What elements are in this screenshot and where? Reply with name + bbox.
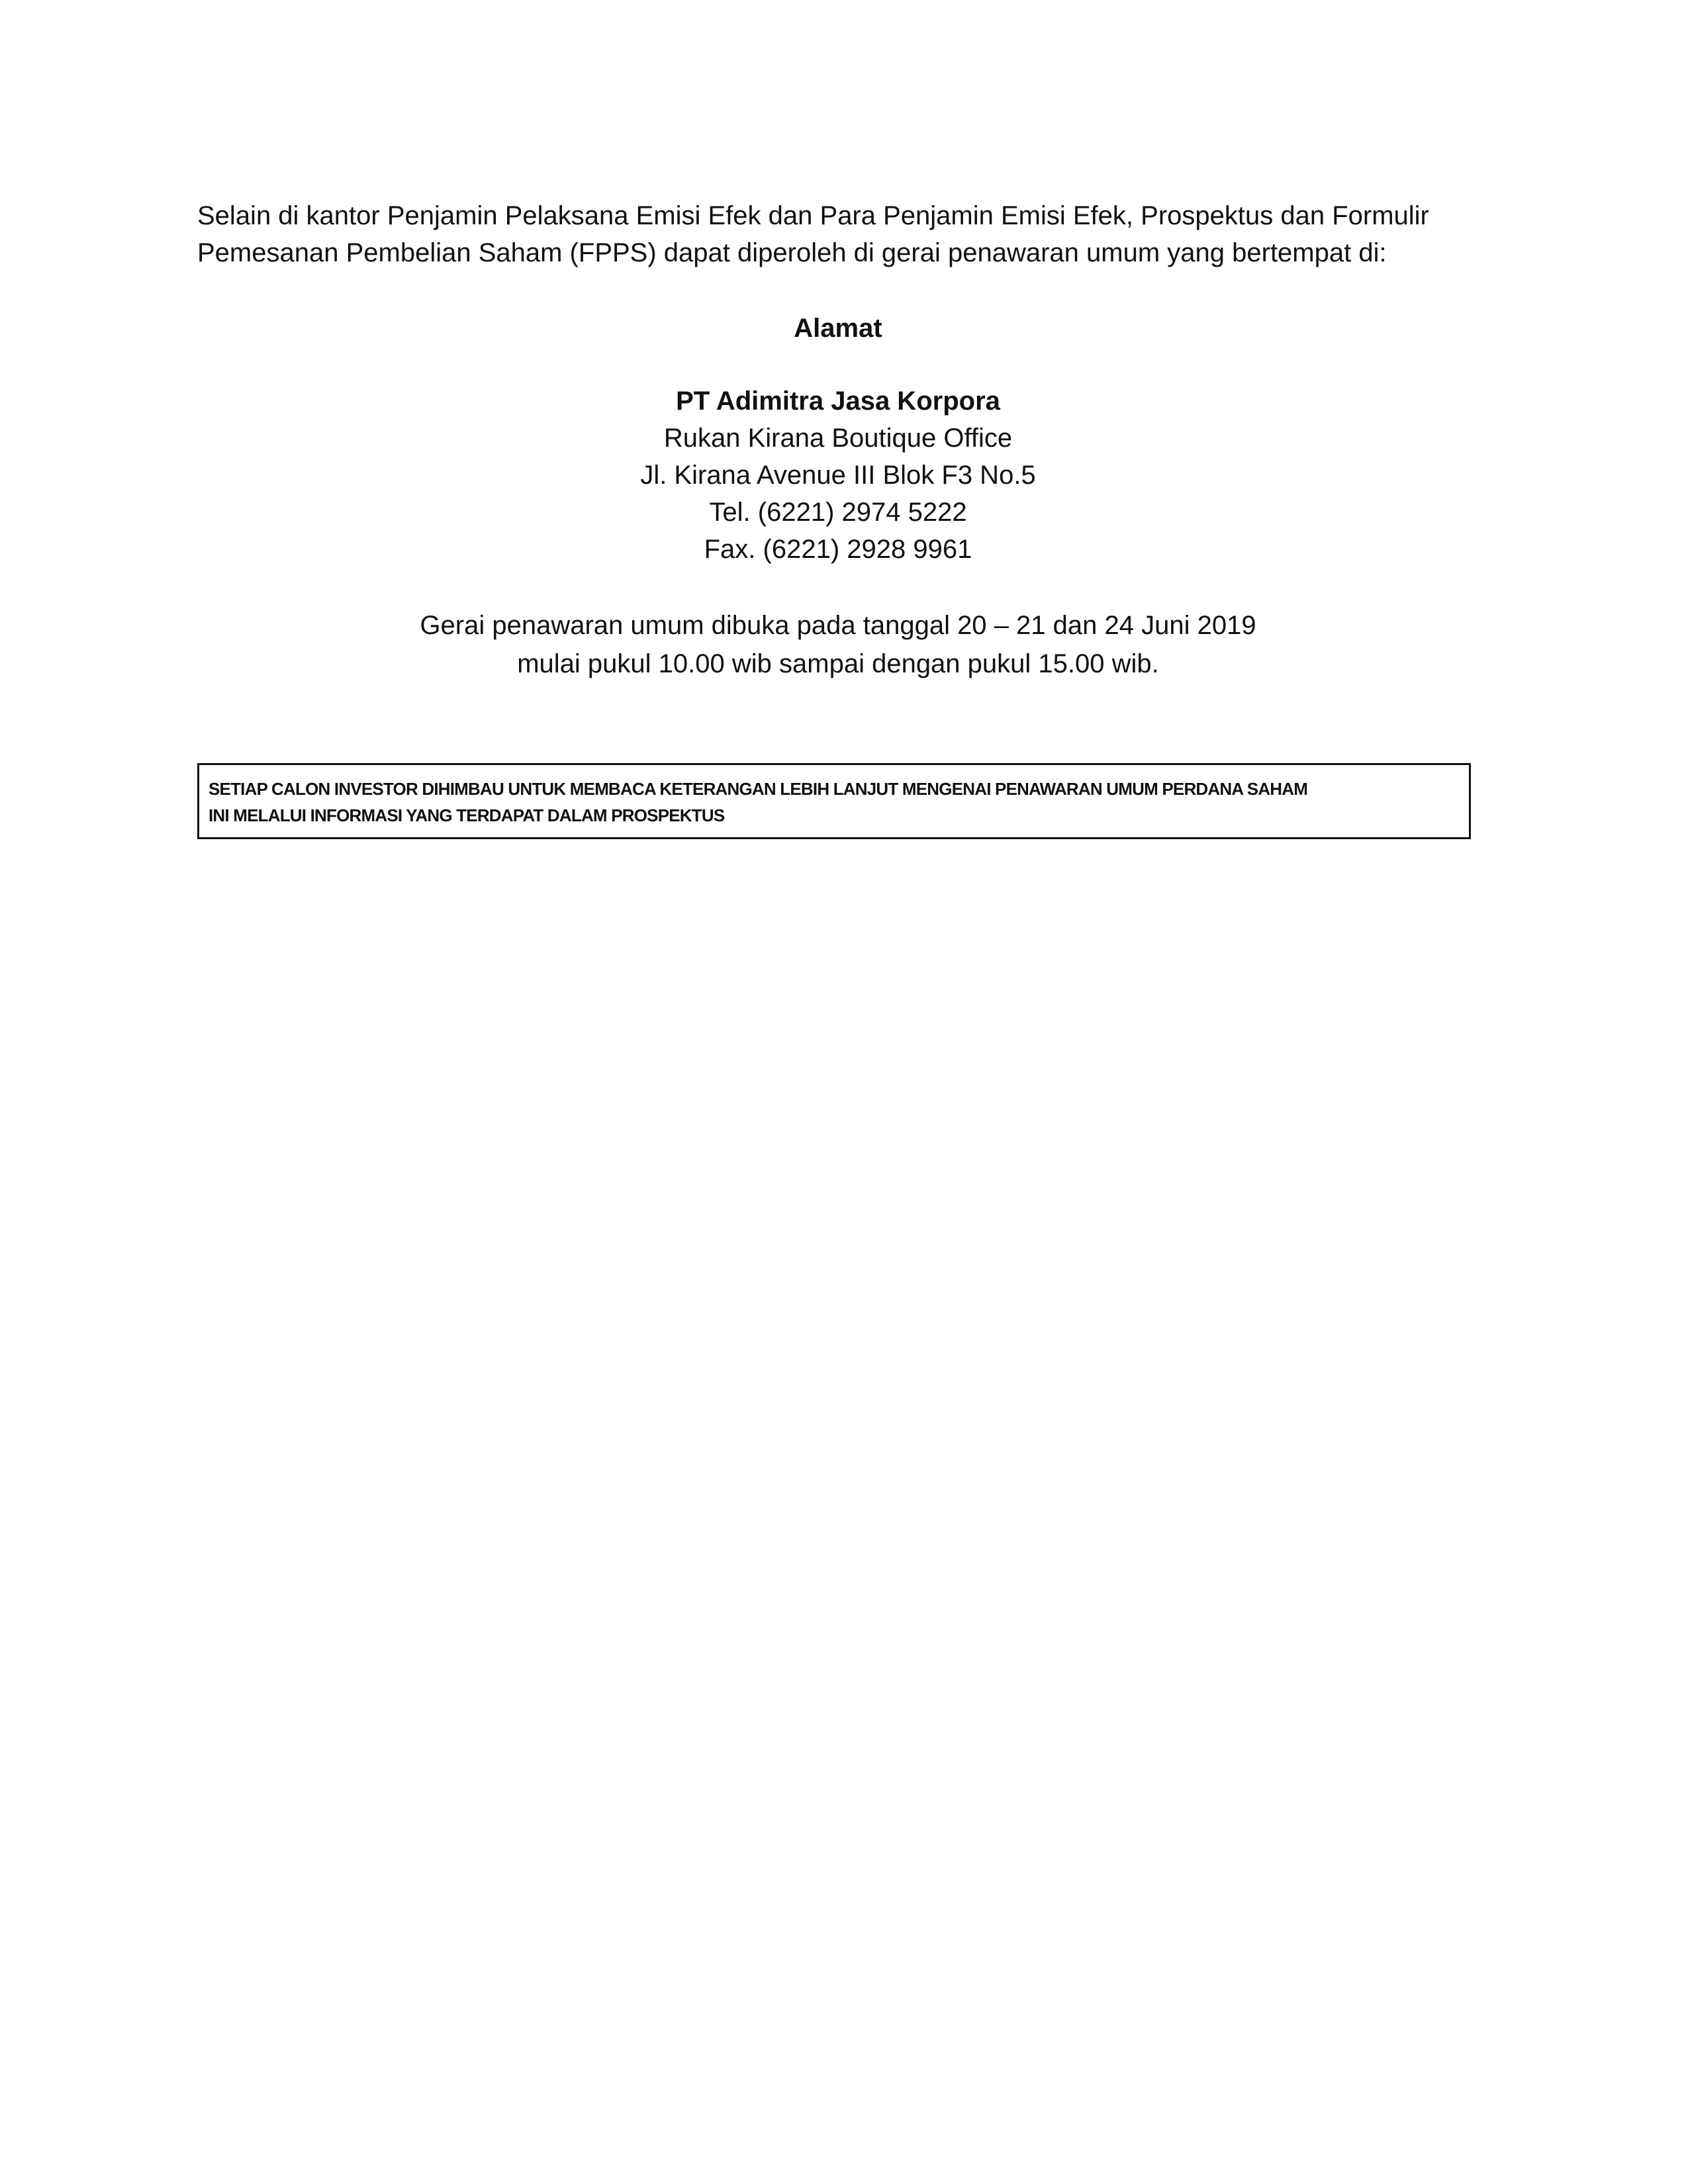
intro-line: Pemesanan Pembelian Saham (FPPS) dapat diperoleh di gerai penawaran umum yang bertempat di: — [197, 238, 1387, 267]
notice-line: INI MELALUI INFORMASI YANG TERDAPAT DALAM PROSPEKTUS — [209, 805, 725, 825]
intro-paragraph — [197, 197, 1495, 271]
intro-line: Selain di kantor Penjamin Pelaksana Emisi Efek dan Para Penjamin Emisi Efek, Prospektus dan Formulir — [197, 201, 1429, 230]
company-name: PT Adimitra Jasa Korpora — [676, 387, 1000, 416]
notice-line: SETIAP CALON INVESTOR DIHIMBAU UNTUK MEMBACA KETERANGAN LEBIH LANJUT MENGENAI PENAWARAN UMUM PERDANA SAHAM — [209, 779, 1308, 799]
schedule-paragraph — [197, 606, 1479, 683]
schedule-line: Gerai penawaran umum dibuka pada tanggal 20 – 21 dan 24 Juni 2019 — [420, 611, 1256, 640]
company-address — [197, 420, 1479, 568]
notice-box — [197, 763, 1471, 839]
address-line: Jl. Kirana Avenue III Blok F3 No.5 — [640, 461, 1036, 490]
fax-line: Fax. (6221) 2928 9961 — [704, 535, 972, 564]
section-heading: Alamat — [794, 314, 882, 343]
phone-line: Tel. (6221) 2974 5222 — [709, 498, 967, 527]
address-line: Rukan Kirana Boutique Office — [663, 424, 1013, 453]
schedule-line: mulai pukul 10.00 wib sampai dengan pukul 15.00 wib. — [517, 649, 1159, 678]
